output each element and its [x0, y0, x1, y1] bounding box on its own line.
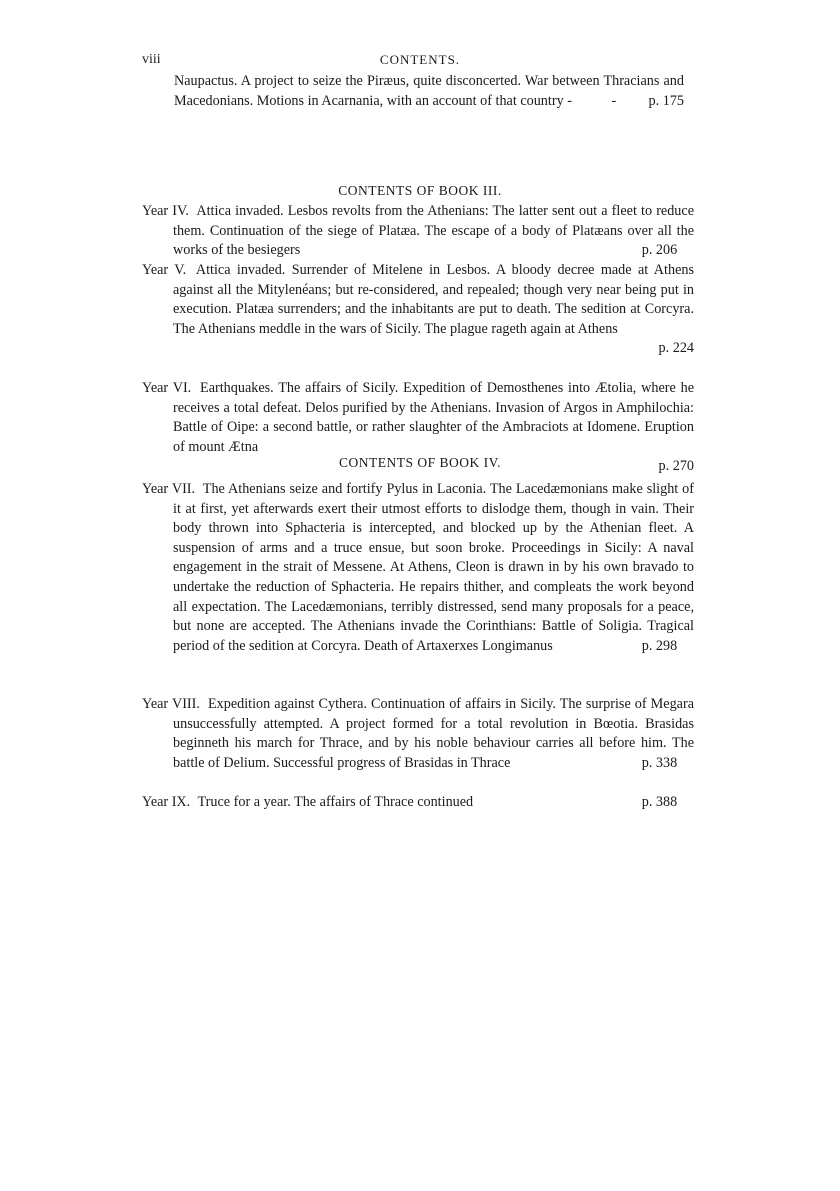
page-number: viii — [142, 52, 161, 67]
entry-year: Year VII. — [142, 481, 196, 497]
entry-page: p. 270 — [658, 458, 694, 475]
entry-text: Truce for a year. The affairs of Thrace continued — [197, 794, 474, 810]
entry-year-9 — [142, 793, 694, 813]
entry-page: p. 338 — [641, 754, 678, 771]
entry-text: Attica invaded. Lesbos revolts from the Athenians: The latter sent out a fleet to reduce them. Continuation of the siege of Platæa. The escape of a body of Platæans over all the works of the besiegers — [173, 203, 694, 259]
entry-text: Attica invaded. Surrender of Mitelene in Lesbos. A bloody decree made at Athens against all the Mitylenéans; but re-considered, and repealed; though very near being put in execution. Platæa surrenders; and the inhabitants are put to death. The sedition at Corcyra. The Athenians meddle in the wars of Sicily. The plague rageth again at Athens — [173, 262, 694, 337]
entry-page: p. 298 — [641, 637, 678, 654]
entry-year: Year VIII. — [142, 696, 200, 712]
entry-year-7 — [142, 480, 694, 656]
entry-text: Earthquakes. The affairs of Sicily. Expedition of Demosthenes into Ætolia, where he receives a total defeat. Delos purified by the Athenians. Invasion of Argos in Amphilochia: Battle of Oipe: a second battle, or rather slaughter of the Ambraciots at Idomene. Eruption of mount Ætna — [173, 380, 695, 455]
section-heading-book-4: CONTENTS OF BOOK IV. — [338, 455, 501, 470]
entry-year: Year IV. — [142, 203, 189, 219]
entry-page: p. 206 — [641, 242, 678, 259]
continuation-page: p. 175 — [648, 92, 684, 109]
entry-year: Year V. — [142, 262, 187, 278]
section-heading-book-3: CONTENTS OF BOOK III. — [338, 183, 502, 198]
entry-text: Expedition against Cythera. Continuation of affairs in Sicily. The surprise of Megara unsuccessfully attempted. A project formed for a total revolution in Bœotia. Brasidas beginneth his march for Thrace, and by his noble behaviour carries all before him. The battle of Delium. Successful progress of Brasidas in Thrace — [173, 696, 695, 771]
entry-year-5 — [142, 261, 694, 359]
entry-page: p. 388 — [641, 794, 678, 810]
entry-page: p. 224 — [658, 340, 694, 357]
entry-year: Year IX. — [142, 794, 191, 810]
continuation-text: Naupactus. A project to seize the Piræus, quite disconcerted. War between Thracians and Macedonians. Motions in Acarnania, with an account of that country — [174, 73, 684, 109]
entry-year-8 — [142, 695, 694, 773]
continuation-entry: Naupactus. A project to seize the Piræus, quite disconcerted. War between Thracians and Macedonians. Motions in Acarnania, with an account of that country - - p. 175 — [174, 72, 684, 111]
entry-year-4 — [142, 202, 694, 261]
entry-year: Year VI. — [142, 380, 192, 396]
entry-text: The Athenians seize and fortify Pylus in Laconia. The Lacedæmonians make slight of it at first, yet afterwards exert their utmost efforts to dislodge them, though in vain. Their body thrown into Sphacteria is intercepted, and blocked up by the Athenian fleet. A suspension of arms and a truce ensue, but soon broke. Proceedings in Sicily: A naval engagement in the strait of Messene. At Athens, Cleon is drawn in by his own bravado to undertake the reduction of Sphacteria. He repairs thither, and compleats the work beyond all expectation. The Lacedæmonians, terribly distressed, send many proposals for a peace, but none are accepted. The Athenians invade the Corinthians: Battle of Soligia. Tragical period of the sedition at Corcyra. Death of Artaxerxes Longimanus — [173, 481, 694, 654]
running-head: CONTENTS. — [379, 52, 461, 67]
